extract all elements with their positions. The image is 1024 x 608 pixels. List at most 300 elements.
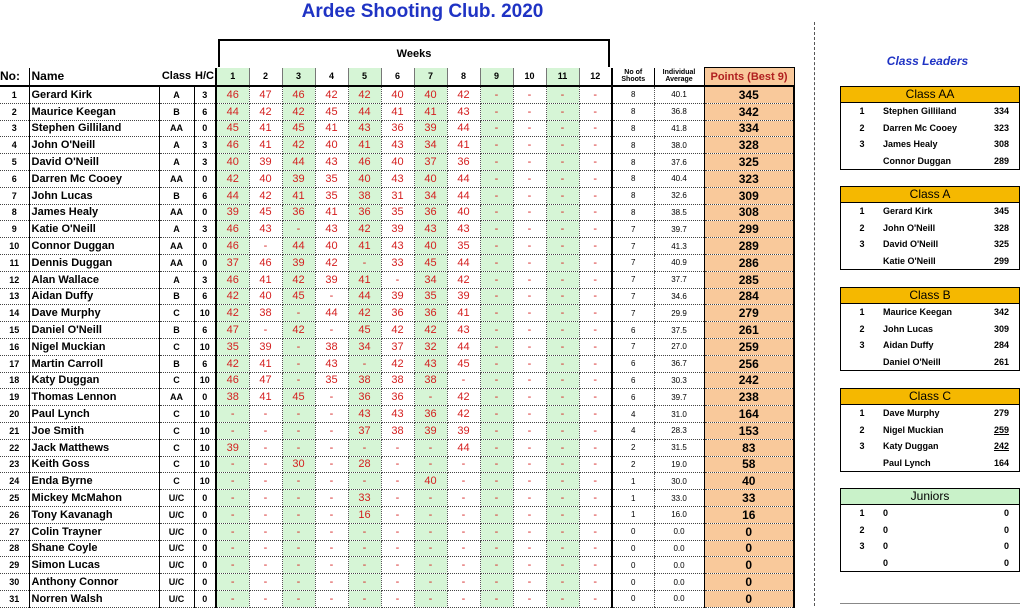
leader-name: Daniel O'Neill (883, 356, 941, 367)
week-score: 45 (249, 204, 282, 221)
divider (840, 603, 1020, 604)
week-score: - (447, 540, 480, 557)
week-score: 36 (447, 154, 480, 171)
leader-row (841, 354, 1019, 371)
week-score: - (480, 406, 513, 423)
week-score: - (414, 389, 447, 406)
col-header-name: Name (29, 68, 159, 87)
shooter-name: Aidan Duffy (29, 288, 159, 305)
week-score: - (579, 456, 612, 473)
points-total: 286 (704, 254, 794, 271)
week-score: 42 (249, 103, 282, 120)
points-total: 0 (704, 574, 794, 591)
week-score: 42 (381, 322, 414, 339)
week-score: - (414, 557, 447, 574)
week-score: 44 (348, 288, 381, 305)
week-score: 16 (348, 506, 381, 523)
week-score: 41 (348, 238, 381, 255)
leader-row (841, 253, 1019, 270)
table-row (0, 506, 794, 523)
week-score: 39 (414, 422, 447, 439)
leader-points: 309 (993, 323, 1009, 334)
week-score: - (216, 473, 249, 490)
week-score: 42 (315, 86, 348, 103)
week-score: - (480, 238, 513, 255)
week-score: 46 (216, 137, 249, 154)
individual-average: 34.6 (654, 288, 704, 305)
leader-row (841, 422, 1019, 439)
week-score: - (249, 574, 282, 591)
leader-name: Stephen Gilliland (883, 106, 957, 116)
week-score: - (546, 170, 579, 187)
week-score: 45 (348, 322, 381, 339)
leader-points: 259 (993, 424, 1009, 435)
week-score: 39 (282, 170, 315, 187)
shooter-class: C (159, 305, 194, 322)
points-total: 279 (704, 305, 794, 322)
shooter-class: U/C (159, 540, 194, 557)
week-score: 39 (282, 254, 315, 271)
week-score: 37 (216, 254, 249, 271)
table-row (0, 154, 794, 171)
week-score: 41 (414, 103, 447, 120)
week-score: - (216, 422, 249, 439)
points-total: 83 (704, 439, 794, 456)
week-score: - (447, 456, 480, 473)
week-score: - (216, 456, 249, 473)
week-score: 36 (348, 389, 381, 406)
week-score: - (315, 322, 348, 339)
leader-rank: 1 (859, 508, 865, 518)
table-row (0, 389, 794, 406)
week-score: 42 (381, 355, 414, 372)
week-score: - (348, 473, 381, 490)
row-number: 28 (0, 540, 29, 557)
week-score: - (480, 389, 513, 406)
week-score: 41 (381, 103, 414, 120)
week-score: 45 (216, 120, 249, 137)
week-score: - (315, 506, 348, 523)
individual-average: 0.0 (654, 590, 704, 607)
shooter-name: Tony Kavanagh (29, 506, 159, 523)
individual-average: 40.1 (654, 86, 704, 103)
week-score: - (282, 305, 315, 322)
week-score: 39 (249, 338, 282, 355)
individual-average: 38.0 (654, 137, 704, 154)
week-score: 43 (348, 406, 381, 423)
col-header-week: 11 (546, 68, 579, 87)
shooter-class: C (159, 406, 194, 423)
week-score: 41 (249, 137, 282, 154)
row-number: 17 (0, 355, 29, 372)
points-total: 342 (704, 103, 794, 120)
week-score: - (546, 238, 579, 255)
week-score: 43 (315, 221, 348, 238)
week-score: 46 (249, 254, 282, 271)
col-header-week: 12 (579, 68, 612, 87)
week-score: 39 (315, 271, 348, 288)
week-score: - (282, 221, 315, 238)
leader-name: 0 (883, 524, 889, 535)
week-score: - (579, 238, 612, 255)
individual-average: 40.4 (654, 170, 704, 187)
week-score: - (480, 557, 513, 574)
week-score: - (282, 523, 315, 540)
row-number: 22 (0, 439, 29, 456)
week-score: 30 (282, 456, 315, 473)
handicap: 6 (194, 187, 216, 204)
week-score: - (513, 422, 546, 439)
table-row (0, 221, 794, 238)
week-score: 35 (315, 170, 348, 187)
shooter-name: Gerard Kirk (29, 86, 159, 103)
individual-average: 31.0 (654, 406, 704, 423)
week-score: - (579, 271, 612, 288)
week-score: - (315, 540, 348, 557)
week-score: - (546, 590, 579, 607)
week-score: - (579, 574, 612, 591)
shooter-name: Shane Coyle (29, 540, 159, 557)
col-header-no: No: (0, 68, 29, 87)
week-score: - (315, 523, 348, 540)
week-score: - (513, 238, 546, 255)
col-header-average-line: Individual (662, 69, 696, 77)
shoots-count: 0 (612, 523, 654, 540)
week-score: - (480, 103, 513, 120)
shoots-count: 7 (612, 254, 654, 271)
leader-rank: 1 (859, 206, 865, 216)
week-score: - (249, 238, 282, 255)
week-score: - (249, 322, 282, 339)
week-score: - (315, 473, 348, 490)
leader-points: 299 (993, 255, 1009, 266)
week-score: - (480, 221, 513, 238)
shoots-count: 8 (612, 103, 654, 120)
week-score: - (480, 305, 513, 322)
week-score: - (480, 204, 513, 221)
week-score: - (249, 473, 282, 490)
shooter-name: Dave Murphy (29, 305, 159, 322)
week-score: - (579, 540, 612, 557)
week-score: 42 (282, 103, 315, 120)
week-score: - (546, 439, 579, 456)
leader-rank: 2 (859, 122, 865, 133)
week-score: - (579, 137, 612, 154)
individual-average: 41.3 (654, 238, 704, 255)
table-row (0, 170, 794, 187)
week-score: 43 (348, 120, 381, 137)
points-total: 323 (704, 170, 794, 187)
class-leaders-title: Class Leaders (886, 54, 969, 68)
leader-row (841, 304, 1019, 321)
table-row (0, 355, 794, 372)
row-number: 27 (0, 523, 29, 540)
week-score: 36 (414, 406, 447, 423)
week-score: - (546, 490, 579, 507)
week-score: - (216, 406, 249, 423)
week-score: - (546, 372, 579, 389)
week-score: - (249, 422, 282, 439)
leader-rank: 3 (859, 541, 865, 552)
week-score: - (546, 338, 579, 355)
week-score: 43 (381, 406, 414, 423)
row-number: 18 (0, 372, 29, 389)
week-score: - (546, 540, 579, 557)
week-score: 40 (249, 170, 282, 187)
week-score: 37 (414, 154, 447, 171)
points-total: 0 (704, 540, 794, 557)
week-score: - (381, 523, 414, 540)
col-header-class: Class (159, 68, 194, 87)
week-score: 36 (282, 204, 315, 221)
col-header-week: 5 (348, 68, 381, 87)
week-score: 34 (414, 271, 447, 288)
leader-points: 323 (993, 122, 1009, 133)
leader-box-title: Class A (841, 187, 1019, 203)
leader-box (840, 186, 1020, 270)
week-score: 44 (216, 103, 249, 120)
week-score: - (546, 288, 579, 305)
shooter-name: Enda Byrne (29, 473, 159, 490)
table-row (0, 86, 794, 103)
table-row (0, 574, 794, 591)
week-score: - (480, 590, 513, 607)
shooter-name: David O'Neill (29, 154, 159, 171)
week-score: - (579, 422, 612, 439)
leader-points: 328 (993, 222, 1009, 233)
shooter-name: John Lucas (29, 187, 159, 204)
shoots-count: 8 (612, 154, 654, 171)
points-total: 33 (704, 490, 794, 507)
handicap: 3 (194, 271, 216, 288)
week-score: 43 (315, 154, 348, 171)
week-score: - (546, 473, 579, 490)
week-score: - (513, 456, 546, 473)
week-score: 42 (414, 322, 447, 339)
week-score: - (546, 422, 579, 439)
week-score: - (348, 523, 381, 540)
week-score: 38 (381, 372, 414, 389)
shoots-count: 0 (612, 557, 654, 574)
leader-name: 0 (883, 557, 889, 568)
individual-average: 37.6 (654, 154, 704, 171)
week-score: - (249, 490, 282, 507)
week-score: 44 (447, 187, 480, 204)
leader-points: 345 (993, 206, 1009, 216)
col-header-week: 9 (480, 68, 513, 87)
week-score: - (381, 506, 414, 523)
shoots-count: 8 (612, 170, 654, 187)
week-score: 41 (315, 120, 348, 137)
table-row (0, 473, 794, 490)
individual-average: 30.0 (654, 473, 704, 490)
leader-name: John Lucas (883, 323, 934, 334)
handicap: 10 (194, 406, 216, 423)
week-score: 44 (216, 187, 249, 204)
shoots-count: 7 (612, 271, 654, 288)
week-score: 44 (282, 154, 315, 171)
week-score: 42 (216, 288, 249, 305)
week-score: - (579, 523, 612, 540)
week-score: - (249, 540, 282, 557)
week-score: - (282, 372, 315, 389)
handicap: 6 (194, 322, 216, 339)
week-score: 40 (447, 204, 480, 221)
week-score: 42 (447, 406, 480, 423)
leader-row (841, 505, 1019, 522)
week-score: - (249, 523, 282, 540)
week-score: - (348, 590, 381, 607)
week-score: 41 (447, 137, 480, 154)
week-score: 45 (315, 103, 348, 120)
shoots-count: 4 (612, 406, 654, 423)
points-total: 325 (704, 154, 794, 171)
week-score: 40 (381, 154, 414, 171)
table-row (0, 456, 794, 473)
week-score: - (513, 473, 546, 490)
shooter-name: Keith Goss (29, 456, 159, 473)
week-score: - (315, 574, 348, 591)
week-score: 38 (348, 187, 381, 204)
week-score: - (579, 322, 612, 339)
handicap: 0 (194, 590, 216, 607)
points-total: 308 (704, 204, 794, 221)
shooter-name: Connor Duggan (29, 238, 159, 255)
shoots-count: 8 (612, 187, 654, 204)
week-score: 38 (249, 305, 282, 322)
week-score: - (579, 406, 612, 423)
col-header-shoots (612, 68, 654, 87)
week-score: 39 (414, 120, 447, 137)
col-header-average-line: Average (665, 76, 693, 84)
shooter-name: Daniel O'Neill (29, 322, 159, 339)
week-score: 40 (348, 170, 381, 187)
handicap: 3 (194, 154, 216, 171)
shoots-count: 4 (612, 422, 654, 439)
leader-name: Paul Lynch (883, 457, 931, 468)
individual-average: 28.3 (654, 422, 704, 439)
handicap: 6 (194, 288, 216, 305)
leader-points: 325 (993, 239, 1009, 250)
week-score: - (546, 355, 579, 372)
leader-name: Katy Duggan (883, 441, 939, 452)
row-number: 29 (0, 557, 29, 574)
leader-points: 284 (993, 340, 1009, 351)
week-score: 42 (447, 86, 480, 103)
shooter-class: C (159, 338, 194, 355)
shooter-class: U/C (159, 506, 194, 523)
shooter-name: Dennis Duggan (29, 254, 159, 271)
week-score: 36 (414, 305, 447, 322)
row-number: 10 (0, 238, 29, 255)
week-score: 42 (447, 271, 480, 288)
leader-points: 308 (993, 139, 1009, 150)
row-number: 15 (0, 322, 29, 339)
leader-rank: 2 (859, 524, 865, 535)
leader-row (841, 153, 1019, 170)
handicap: 0 (194, 238, 216, 255)
leader-points: 242 (993, 441, 1009, 452)
week-score: - (480, 540, 513, 557)
col-header-week: 7 (414, 68, 447, 87)
shooter-name: Maurice Keegan (29, 103, 159, 120)
week-score: - (513, 439, 546, 456)
week-score: - (546, 523, 579, 540)
week-score: 43 (414, 355, 447, 372)
shoots-count: 7 (612, 238, 654, 255)
divider (814, 22, 815, 606)
handicap: 0 (194, 490, 216, 507)
week-score: 42 (348, 86, 381, 103)
handicap: 3 (194, 86, 216, 103)
week-score: - (546, 86, 579, 103)
week-score: - (381, 590, 414, 607)
leader-row (841, 220, 1019, 237)
week-score: - (513, 154, 546, 171)
week-score: - (348, 540, 381, 557)
shooter-class: C (159, 372, 194, 389)
leader-box (840, 86, 1020, 170)
week-score: 40 (414, 473, 447, 490)
week-score: - (348, 439, 381, 456)
weeks-header: Weeks (218, 39, 610, 67)
shooter-name: James Healy (29, 204, 159, 221)
handicap: 10 (194, 439, 216, 456)
week-score: 40 (216, 154, 249, 171)
shoots-count: 0 (612, 540, 654, 557)
week-score: - (513, 271, 546, 288)
week-score: - (513, 103, 546, 120)
individual-average: 0.0 (654, 557, 704, 574)
leader-name: David O'Neill (883, 239, 939, 250)
table-row (0, 254, 794, 271)
week-score: - (216, 523, 249, 540)
week-score: 43 (381, 137, 414, 154)
leader-rank: 3 (859, 441, 865, 452)
scores-table (0, 67, 795, 608)
week-score: - (579, 103, 612, 120)
row-number: 21 (0, 422, 29, 439)
week-score: - (513, 574, 546, 591)
week-score: - (249, 557, 282, 574)
leader-row (841, 337, 1019, 354)
table-row (0, 322, 794, 339)
week-score: 37 (381, 338, 414, 355)
handicap: 0 (194, 389, 216, 406)
leader-points: 279 (993, 408, 1009, 418)
week-score: 46 (282, 86, 315, 103)
week-score: - (381, 271, 414, 288)
week-score: - (513, 137, 546, 154)
week-score: - (480, 338, 513, 355)
leader-rank: 3 (859, 239, 865, 250)
leader-points: 0 (1003, 557, 1009, 568)
week-score: - (381, 456, 414, 473)
week-score: 39 (447, 288, 480, 305)
shooter-name: Martin Carroll (29, 355, 159, 372)
leader-box (840, 388, 1020, 472)
shooter-class: C (159, 422, 194, 439)
row-number: 5 (0, 154, 29, 171)
shooter-name: Jack Matthews (29, 439, 159, 456)
col-header-shoots-line: Shoots (621, 76, 646, 84)
leader-row (841, 203, 1019, 220)
leader-rank: 2 (859, 222, 865, 233)
shoots-count: 6 (612, 372, 654, 389)
week-score: 44 (348, 103, 381, 120)
row-number: 26 (0, 506, 29, 523)
week-score: - (315, 288, 348, 305)
